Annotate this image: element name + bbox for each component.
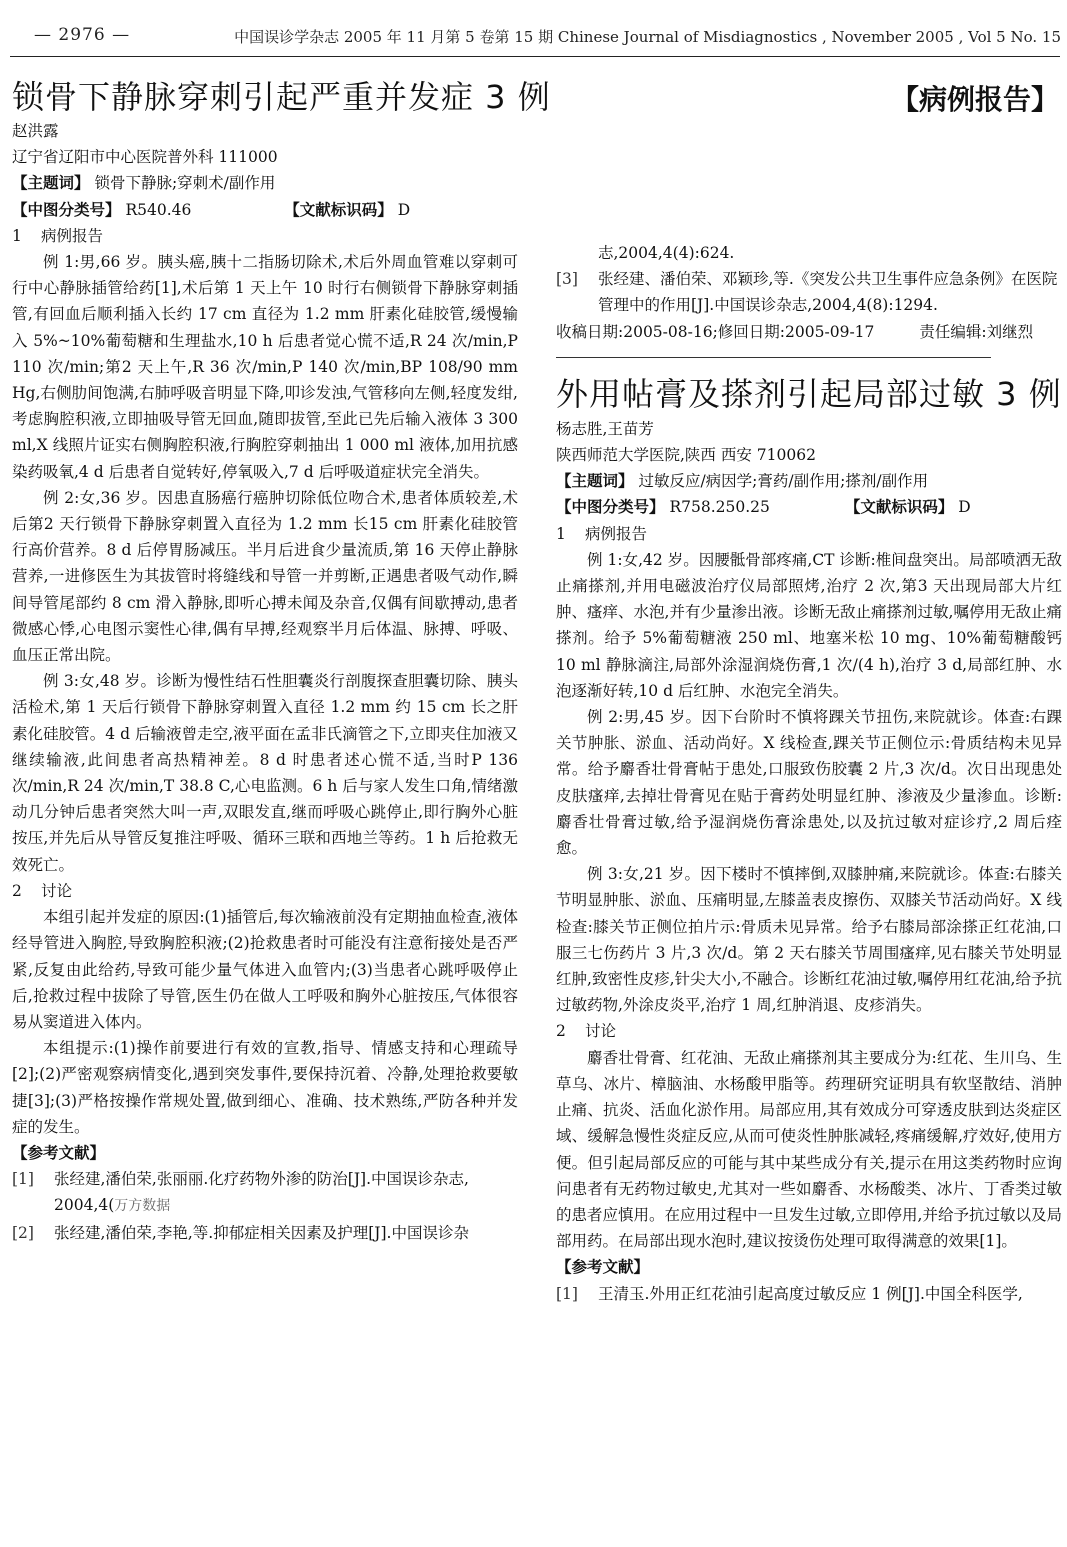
reference-number: [1]	[12, 1170, 34, 1189]
section-heading	[12, 878, 518, 904]
clc-label: 【中图分类号】	[12, 200, 121, 219]
case-paragraph: 例 3:女,21 岁。因下楼时不慎摔倒,双膝肿痛,来院就诊。体查:右膝关节明显肿胀、淤血、压痛明显,左膝盖表皮擦伤、双膝关节活动尚好。X 线检查:膝关节正侧位拍片示:骨质未见异常。给予右膝局部涂搽正红花油,口服三七伤药片 3 片,3 次/d。第 2 天右膝关节周围瘙痒,见右膝关节处明显红肿,致密性皮疹,针尖大小,不融合。诊断红花油过敏,嘱停用红花油,给予抗过敏药物,外涂皮炎平,治疗 1 周,红肿消退、皮疹消失。	[556, 865, 1062, 1015]
page-header	[0, 20, 1067, 54]
article-type-label: 【病例报告】	[890, 83, 1059, 116]
reference-item	[556, 1281, 1062, 1307]
doc-code-label: 【文献标识码】	[844, 498, 954, 517]
discussion-paragraph: 本组引起并发症的原因:(1)插管后,每次输液前没有定期抽血检查,液体经导管进入胸腔,导致胸腔积液;(2)抢救患者时可能没有注意衔接处是否严紧,反复由此给药,导致可能少量气体进入血管内;(3)当患者心跳呼吸停止后,抢救过程中拔除了导管,医生仍在做人工呼吸和胸外心脏按压,气体很容易从窦道进入体内。	[12, 908, 518, 1031]
watermark: 万方数据	[114, 1198, 171, 1215]
section-number: 1	[12, 226, 22, 245]
section-title: 讨论	[584, 1022, 616, 1041]
responsible-editor: 责任编辑:刘继烈	[919, 322, 1034, 341]
section-number: 2	[556, 1022, 566, 1041]
section-heading	[556, 521, 1062, 547]
reference-item	[12, 1220, 518, 1246]
keywords-label: 【主题词】	[556, 472, 634, 491]
keywords-value: 过敏反应/病因学;膏药/副作用;搽剂/副作用	[638, 472, 929, 491]
reference-number: [1]	[556, 1284, 578, 1303]
case-paragraph: 例 1:女,42 岁。因腰骶骨部疼痛,CT 诊断:椎间盘突出。局部喷洒无敌止痛搽剂,并用电磁波治疗仪局部照烤,治疗 2 次,第3 天出现局部大片红肿、瘙痒、水泡,并有少量渗出液。诊断无敌止痛搽剂过敏,嘱停用无敌止痛搽剂。给予 5%葡萄糖液 250 ml、地塞米松 10 mg、10%葡萄糖酸钙 10 ml 静脉滴注,局部外涂湿润烧伤膏,1 次/(4 h),治疗 3 d,局部红肿、水泡逐渐好转,10 d 后红肿、水泡完全消失。	[556, 550, 1062, 700]
keywords-label: 【主题词】	[12, 174, 90, 193]
article1-title: 锁骨下静脉穿刺引起严重并发症 3 例	[12, 78, 551, 116]
clc-value: R540.46	[125, 200, 192, 219]
clc-value: R758.250.25	[669, 498, 770, 517]
case-paragraph: 例 2:男,45 岁。因下台阶时不慎将踝关节扭伤,来院就诊。体查:右踝关节肿胀、淤血、活动尚好。X 线检查,踝关节正侧位示:骨质结构未见异常。给予麝香壮骨膏帖于患处,口服致伤胶囊 2 片,3 次/d。次日出现患处皮肤瘙痒,去掉壮骨膏见在贴于膏药处明显红肿、渗液及少量渗血。诊断:麝香壮骨膏过敏,给予湿润烧伤膏涂患处,以及抗过敏对症诊疗,2 周后痊愈。	[556, 708, 1062, 858]
doc-code-value: D	[397, 200, 411, 219]
clc-label: 【中图分类号】	[556, 498, 665, 517]
references-heading: 【参考文献】	[12, 1143, 106, 1162]
article2-title: 外用帖膏及搽剂引起局部过敏 3 例	[556, 374, 1062, 413]
header-divider	[10, 56, 1060, 57]
case-paragraph: 例 2:女,36 岁。因患直肠癌行癌肿切除低位吻合术,患者体质较差,术后第2 天行锁骨下静脉穿刺置入直径为 1.2 mm 长15 cm 肝素化硅胶管行高价营养。8 d 后停胃肠减压。半月后进食少量流质,第 16 天停止静脉营养,一进修医生为其拔管时将缝线和导管一并剪断,正遇患者吸气动作,瞬间导管尾部约 8 cm 滑入静脉,即听心搏未闻及杂音,仅偶有间歇搏动,患者微感心悸,心电图示窦性心律,偶有早搏,经观察半月后体温、脉搏、呼吸、血压正常出院。	[12, 488, 518, 665]
reference-item	[556, 266, 1062, 318]
article1-affiliation: 辽宁省辽阳市中心医院普外科 111000	[12, 148, 278, 167]
article1-author: 赵洪露	[12, 122, 59, 140]
section-heading	[12, 223, 518, 249]
article2-authors: 杨志胜,王苗芳	[556, 419, 654, 438]
section-number: 2	[12, 881, 22, 900]
reference-continuation: 2004,4(万方数据	[54, 1196, 171, 1215]
section-number: 1	[556, 524, 566, 543]
right-column	[556, 240, 1062, 1307]
article1-dates	[556, 319, 1062, 345]
article1-keywords	[12, 170, 518, 196]
reference-number: [3]	[556, 270, 578, 289]
received-revised-dates: 收稿日期:2005-08-16;修回日期:2005-09-17	[556, 322, 875, 341]
left-column	[12, 118, 518, 1246]
section-title: 讨论	[40, 881, 72, 900]
reference-continuation: 志,2004,4(4):624.	[598, 244, 735, 262]
page-number: — 2976 —	[34, 25, 131, 45]
discussion-paragraph: 麝香壮骨膏、红花油、无敌止痛搽剂其主要成分为:红花、生川乌、生草乌、冰片、樟脑油、水杨酸甲脂等。药理研究证明具有软坚散结、消肿止痛、抗炎、活血化淤作用。局部应用,其有效成分可穿透皮肤到达炎症区域、缓解急慢性炎症反应,从而可使炎性肿胀减轻,疼痛缓解,疗效好,使用方便。但引起局部反应的可能与其中某些成分有关,提示在用这类药物时应询问患者有无药物过敏史,尤其对一些如麝香、水杨酸类、冰片、丁香类过敏的患者应慎用。在应用过程中一旦发生过敏,立即停用,并给予抗过敏以及局部用药。在局部出现水泡时,建议按烫伤处理可取得满意的效果[1]。	[556, 1048, 1062, 1251]
journal-info: 中国误诊学杂志 2005 年 11 月第 5 卷第 15 期 Chinese Journal of Misdiagnostics , November 2005 , Vol 5 No. 15	[234, 28, 1061, 46]
reference-text: 王清玉.外用正红花油引起高度过敏反应 1 例[J].中国全科医学,	[598, 1284, 1023, 1303]
doc-code-value: D	[958, 498, 971, 517]
section-title: 病例报告	[40, 226, 103, 245]
reference-text: 张经建,潘伯荣,张丽丽.化疗药物外渗的防治[J].中国误诊杂志,	[54, 1170, 469, 1189]
article2-classification	[556, 494, 1062, 520]
article2-affiliation: 陕西师范大学医院,陕西 西安 710062	[556, 446, 816, 465]
section-heading	[556, 1018, 1062, 1044]
case-paragraph: 例 3:女,48 岁。诊断为慢性结石性胆囊炎行剖腹探查胆囊切除、胰头活检术,第 1 天后行锁骨下静脉穿刺置入直径 1.2 mm 约 15 cm 长之肝素化硅胶管。4 d 后输液曾走空,液平面在孟非氏滴管之下,立即夹住加液又继续输液,此间患者高热精神差。8 d 时患者述心慌不适,当时P 136 次/min,R 24 次/min,T 38.8 C,心电监测。6 h 后与家人发生口角,情绪激动几分钟后患者突然大叫一声,双眼发直,继而呼吸心跳停止,即行胸外心脏按压,并先后从导管反复推注呼吸、循环三联和西地兰等药。1 h 后抢救无效死亡。	[12, 672, 518, 874]
case-paragraph: 例 1:男,66 岁。胰头癌,胰十二指肠切除术,术后外周血管难以穿刺可行中心静脉插管给药[1],术后第 1 天上午 10 时行右侧锁骨下静脉穿刺插管,有回血后顺利插入长约 17 cm 直径为 1.2 mm 肝素化硅胶管,缓慢输入 5%~10%葡萄糖和生理盐水,10 h 后患者觉心慌不适,R 24 次/min,P 110 次/min;第2 天上午,R 36 次/min,P 140 次/min,BP 108/90 mm Hg,右侧肋间饱满,右肺呼吸音明显下降,叩诊发浊,气管移向左侧,轻度发绀,考虑胸腔积液,立即抽吸导管无回血,随即拔管,至此已先后输入液体 3 300 ml,X 线照片证实右侧胸腔积液,行胸腔穿刺抽出 1 000 ml 液体,加用抗感染药吸氧,4 d 后患者自觉转好,停氧吸入,7 d 后呼吸道症状完全消失。	[12, 253, 518, 481]
doc-code-label: 【文献标识码】	[284, 200, 393, 219]
section-title: 病例报告	[584, 524, 647, 543]
article-divider	[556, 357, 991, 358]
reference-item	[12, 1166, 518, 1192]
article2-keywords	[556, 468, 1062, 494]
article1-classification	[12, 197, 518, 223]
references-heading: 【参考文献】	[556, 1258, 650, 1277]
discussion-paragraph: 本组提示:(1)操作前要进行有效的宣教,指导、情感支持和心理疏导[2];(2)严密观察病情变化,遇到突发事件,要保持沉着、冷静,处理抢救要敏捷[3];(3)严格按操作常规处置,做到细心、准确、技术熟练,严防各种并发症的发生。	[12, 1039, 518, 1136]
reference-text: 张经建、潘伯荣、邓颖珍,等.《突发公共卫生事件应急条例》在医院管理中的作用[J].中国误诊杂志,2004,4(8):1294.	[598, 270, 1058, 315]
reference-number: [2]	[12, 1223, 34, 1242]
reference-text: 张经建,潘伯荣,李艳,等.抑郁症相关因素及护理[J].中国误诊杂	[54, 1223, 469, 1242]
keywords-value: 锁骨下静脉;穿刺术/副作用	[94, 174, 276, 193]
